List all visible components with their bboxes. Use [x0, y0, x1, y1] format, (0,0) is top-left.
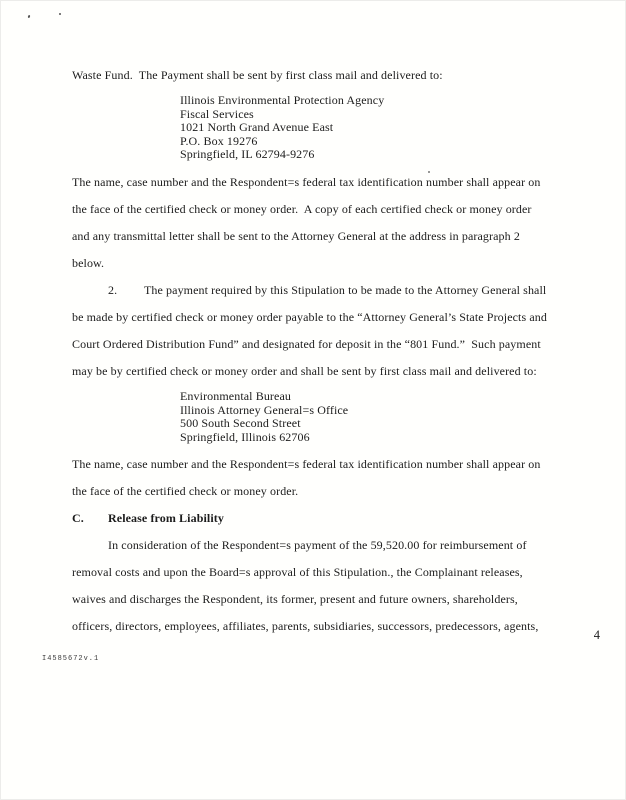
address-line: Illinois Environmental Protection Agency	[180, 93, 385, 107]
address-line: Springfield, IL 62794-9276	[180, 147, 315, 162]
text-line: The name, case number and the Respondent=s federal tax identification number shall appear on	[72, 174, 541, 189]
document-body	[72, 62, 578, 640]
text-line: be made by certified check or money order payable to the “Attorney General’s State Projects and	[72, 309, 547, 324]
text-line: the face of the certified check or money order.	[72, 484, 299, 499]
address-line: Illinois Attorney General=s Office	[180, 402, 349, 417]
address-block	[180, 94, 578, 162]
scan-artifact	[59, 13, 61, 15]
text-line: Court Ordered Distribution Fund” and designated for deposit in the “801 Fund.” Such payment	[72, 336, 541, 351]
text-line: In consideration of the Respondent=s payment of the 59,520.00 for reimbursement of	[108, 538, 527, 553]
text-line: waives and discharges the Respondent, its former, present and future owners, shareholders,	[72, 592, 518, 607]
text-line: The name, case number and the Respondent=s federal tax identification number shall appear on	[72, 457, 541, 472]
text-line: below.	[72, 255, 105, 270]
address-line: Environmental Bureau	[180, 388, 291, 403]
address-line: P.O. Box 19276	[180, 133, 258, 148]
text-line: may be by certified check or money order and shall be sent by first class mail and delivered to:	[72, 363, 537, 378]
scan-artifact	[28, 15, 31, 19]
page-number: 4	[593, 628, 600, 642]
address-line: Springfield, Illinois 62706	[180, 429, 310, 444]
text-line: Waste Fund. The Payment shall be sent by first class mail and delivered to:	[72, 68, 443, 82]
text-line: removal costs and upon the Board=s approval of this Stipulation., the Complainant releases,	[72, 565, 523, 580]
address-line: Fiscal Services	[180, 106, 254, 121]
address-block	[180, 390, 578, 444]
document-id-footer: I4585672v.1	[42, 655, 100, 663]
text-line: and any transmittal letter shall be sent to the Attorney General at the address in paragraph 2	[72, 228, 520, 243]
section-heading: C. Release from Liability	[72, 511, 224, 526]
text-line: the face of the certified check or money order. A copy of each certified check or money order	[72, 201, 532, 216]
address-line: 500 South Second Street	[180, 416, 301, 431]
text-line: 2. The payment required by this Stipulation to be made to the Attorney General shall	[108, 282, 547, 297]
address-line: 1021 North Grand Avenue East	[180, 120, 334, 135]
text-line: officers, directors, employees, affiliates, parents, subsidiaries, successors, predecessors, agents,	[72, 619, 539, 634]
